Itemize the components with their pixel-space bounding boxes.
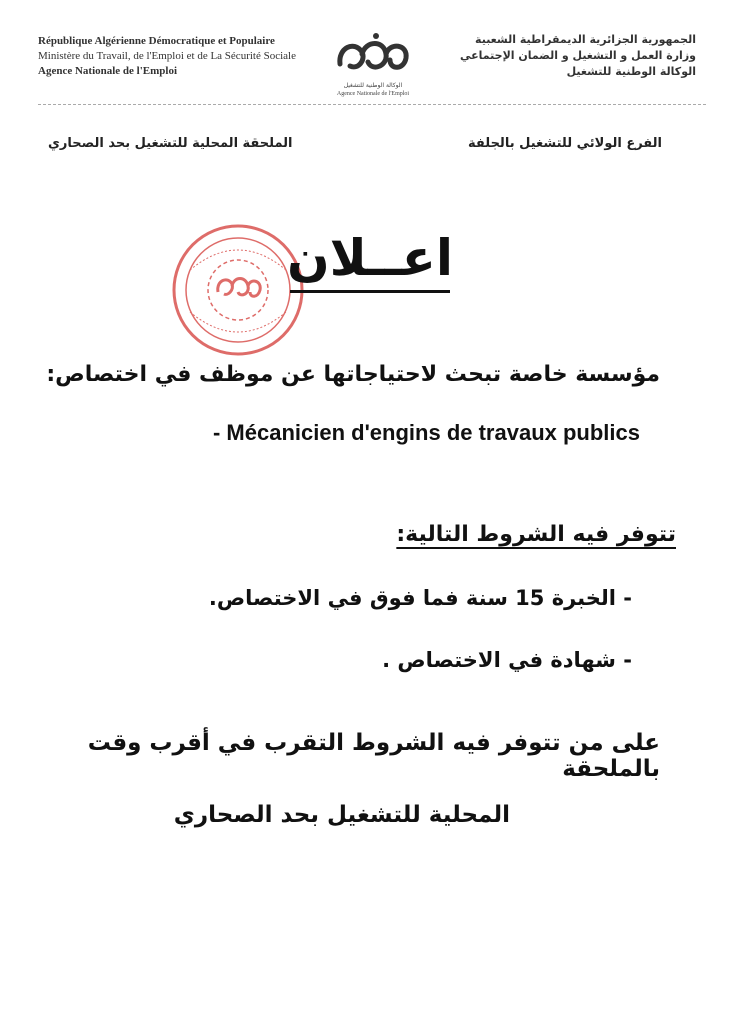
branch-local: الملحقة المحلية للتشغيل بحد الصحاري [48, 136, 293, 151]
intro-text: مؤسسة خاصة تبحث لاحتياجاتها عن موظف في اختصاص: [46, 362, 660, 387]
closing-line-1: على من تتوفر فيه الشروط التقرب في أقرب وقت بالملحقة [87, 730, 660, 782]
conditions-heading: تتوفر فيه الشروط التالية: [396, 522, 676, 547]
logo-caption-ar: الوكالة الوطنية للتشغيل [343, 82, 403, 89]
title-underline [290, 290, 450, 293]
header-ar-line3: الوكالة الوطنية للتشغيل [566, 65, 696, 78]
job-title: - Mécanicien d'engins de travaux publics [212, 420, 640, 445]
header-fr-line2: Ministère du Travail, de l'Emploi et de La Sécurité Sociale [38, 50, 296, 62]
condition-item: - شهادة في الاختصاص . [382, 648, 632, 672]
closing-line-2: المحلية للتشغيل بحد الصحاري [173, 802, 510, 828]
branch-wilaya: الفرع الولائي للتشغيل بالجلفة [468, 136, 662, 151]
header-french [38, 34, 328, 79]
header-arabic [396, 32, 696, 80]
header-fr-line3: Agence Nationale de l'Emploi [38, 65, 178, 77]
logo-caption-fr: Agence Nationale de l'Emploi [336, 91, 410, 97]
condition-item: - الخبرة 15 سنة فما فوق في الاختصاص. [208, 586, 632, 610]
announcement-title: اعــلان [286, 229, 454, 287]
header-divider [38, 104, 706, 105]
header-ar-line1: الجمهورية الجزائرية الديمقراطية الشعبية [475, 33, 696, 46]
header-ar-line2: وزارة العمل و التشغيل و الضمان الإجتماعي [460, 49, 696, 62]
header-fr-line1: République Algérienne Démocratique et Populaire [38, 35, 275, 47]
